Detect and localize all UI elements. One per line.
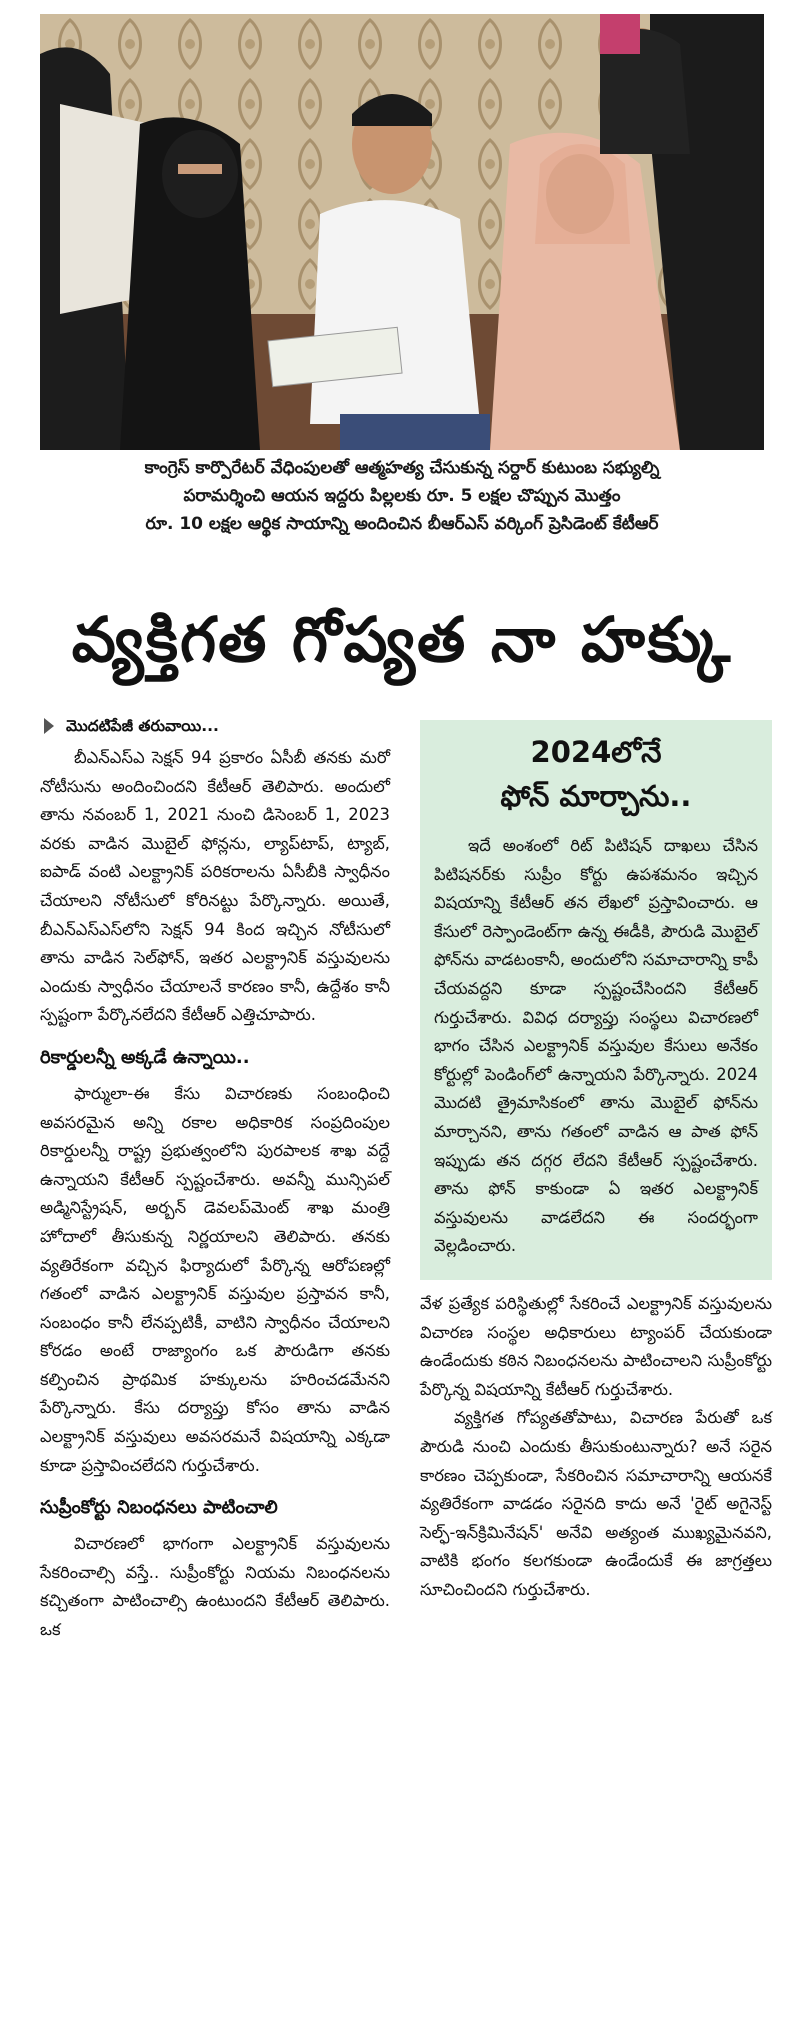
caption-line-1: కాంగ్రెస్ కార్పొరేటర్ వేధింపులతో ఆత్మహత్య చేసుకున్న సర్దార్ కుటుంబ సభ్యుల్ని	[144, 458, 660, 478]
photo-caption	[40, 454, 764, 538]
article-headline: వ్యక్తిగత గోప్యత నా హక్కు	[71, 603, 733, 676]
body-paragraph: వేళ ప్రత్యేక పరిస్థితుల్లో సేకరించే ఎలక్ట్రానిక్ వస్తువులను విచారణ సంస్థల అధికారులు ట్యాంపర్ చేయకుండా ఉండేందుకు కఠిన నిబంధనలను పాటించాలని సుప్రీంకోర్టు పేర్కొన్న విషయాన్ని కేటీఆర్ గుర్తుచేశారు.	[420, 1294, 772, 1399]
body-paragraph: బీఎన్ఎస్ఎ సెక్షన్ 94 ప్రకారం ఏసీబీ తనకు మరో నోటీసును అందించిందని కేటీఆర్ తెలిపారు. అందులో తాను నవంబర్ 1, 2021 నుంచి డిసెంబర్ 1, 2023 వరకు వాడిన మొబైల్ ఫోన్లను, ల్యాప్‌టాప్, ట్యాబ్, ఐపాడ్ వంటి ఎలక్ట్రానిక్ పరికరాలను ఏసీబీకి స్వాధీనం చేయాలని నోటీసులో కోరినట్టు పేర్కొన్నారు. అయితే, బీఎన్ఎస్ఎస్‌లోని సెక్షన్ 94 కింద ఇచ్చిన నోటీసులో తాను వాడిన సెల్‌ఫోన్, ఇతర ఎలక్ట్రానిక్ వస్తువులను ఎందుకు స్వాధీనం చేయాలనే కారణం కానీ, ఉద్దేశం కానీ స్పష్టంగా పేర్కొనలేదని కేటీఆర్ ఎత్తిచూపారు.	[40, 748, 390, 1025]
highlight-box	[420, 720, 772, 1280]
body-paragraph: ఫార్ములా-ఈ కేసు విచారణకు సంబంధించి అవసరమైన అన్ని రకాల అధికారిక సంప్రదింపుల రికార్డులన్నీ రాష్ట్ర ప్రభుత్వంలోని పురపాలక శాఖ వద్దే ఉన్నాయని కేటీఆర్ స్పష్టంచేశారు. అవన్నీ మున్సిపల్ అడ్మినిస్ట్రేషన్, అర్బన్ డెవలప్‌మెంట్ శాఖ మంత్రి హోదాలో తీసుకున్న నిర్ణయాలని తెలిపారు. తనకు వ్యతిరేకంగా వచ్చిన ఫిర్యాదులో పేర్కొన్న ఆరోపణల్లో గతంలో వాడిన ఎలక్ట్రానిక్ వస్తువుల ప్రస్తావన కానీ, సంబంధం కానీ లేనప్పటికీ, వాటిని స్వాధీనం చేయాలని కోరడం అంటే రాజ్యాంగం ఒక పౌరుడిగా తనకు కల్పించిన ప్రాథమిక హక్కులను హరించడమేనని పేర్కొన్నారు. కేసు దర్యాప్తు కోసం తాను వాడిన ఎలక్ట్రానిక్ వస్తువులు అవసరమనే విషయాన్ని ఎక్కడా కూడా ప్రస్తావించలేదని గుర్తుచేశారు.	[40, 1083, 390, 1475]
body-paragraph: విచారణలో భాగంగా ఎలక్ట్రానిక్ వస్తువులను సేకరించాల్సి వస్తే.. సుప్రీంకోర్టు నియమ నిబంధనలను కచ్చితంగా పాటించాల్సి ఉంటుందని కేటీఆర్ తెలిపారు. ఒక	[40, 1534, 390, 1640]
box-body	[434, 832, 758, 1261]
box-heading-line-1: 2024లోనే	[530, 735, 662, 769]
box-heading-line-2: ఫోన్ మార్చాను..	[500, 779, 692, 813]
caption-line-3: రూ. 10 లక్షల ఆర్థిక సాయాన్ని అందించిన బీఆర్ఎస్ వర్కింగ్ ప్రెసిడెంట్ కేటీఆర్	[145, 514, 659, 534]
box-paragraph: ఇదే అంశంలో రిట్ పిటిషన్ దాఖలు చేసిన పిటిషనర్‌కు సుప్రీం కోర్టు ఉపశమనం ఇచ్చిన విషయాన్ని కేటీఆర్ తన లేఖలో ప్రస్తావించారు. ఆ కేసులో రెస్పాండెంట్‌గా ఉన్న ఈడీకి, పౌరుడి మొబైల్ ఫోన్‌ను వాడటంకానీ, అందులోని సమాచారాన్ని కాపీ చేయవద్దని కూడా స్పష్టంచేసిందని కేటీఆర్ గుర్తుచేశారు. వివిధ దర్యాప్తు సంస్థలు విచారణలో భాగం చేసిన ఎలక్ట్రానిక్ వస్తువుల కేసులు అనేకం కోర్టుల్లో పెండింగ్‌లో ఉన్నాయని పేర్కొన్నారు. 2024 మొదటి త్రైమాసికంలో తాను మొబైల్ ఫోన్‌ను మార్చానని, తాను గతంలో వాడిన ఆ పాత ఫోన్ ఇప్పుడు తన దగ్గర లేదని కేటీఆర్ స్పష్టంచేశారు. తాను ఫోన్ కాకుండా ఏ ఇతర ఎలక్ట్రానిక్ వస్తువులను వాడలేదని ఈ సందర్భంగా వెల్లడించారు.	[434, 836, 758, 1256]
photo-illustration	[40, 14, 764, 450]
caption-line-2: పరామర్శించి ఆయన ఇద్దరు పిల్లలకు రూ. 5 లక్షల చొప్పున మొత్తం	[183, 486, 621, 506]
subheading-supreme-court: సుప్రీంకోర్టు నిబంధనలు పాటించాలి	[40, 1497, 278, 1519]
news-photo	[40, 14, 764, 450]
right-column	[420, 1290, 772, 1605]
left-column	[40, 712, 390, 1645]
chevron-right-icon	[44, 718, 54, 734]
body-paragraph: వ్యక్తిగత గోప్యతతోపాటు, విచారణ పేరుతో ఒక పౌరుడి నుంచి ఎందుకు తీసుకుంటున్నారు? అనే సరైన కారణం చెప్పకుండా, సేకరించిన సమాచారాన్ని ఆయనకే వ్యతిరేకంగా వాడడం సరైనది కాదు అనే 'రైట్ అగైనెస్ట్ సెల్ఫ్-ఇన్‌క్రిమినేషన్' అనేవి అత్యంత ముఖ్యమైనవని, వాటికి భంగం కలగకుండా ఉండేందుకే ఈ జాగ్రత్తలు సూచించిందని గుర్తుచేశారు.	[420, 1408, 772, 1599]
subheading-records: రికార్డులన్నీ అక్కడే ఉన్నాయి..	[40, 1046, 250, 1068]
continued-text: మొదటిపేజీ తరువాయి...	[66, 716, 219, 735]
continued-marker	[40, 712, 390, 740]
